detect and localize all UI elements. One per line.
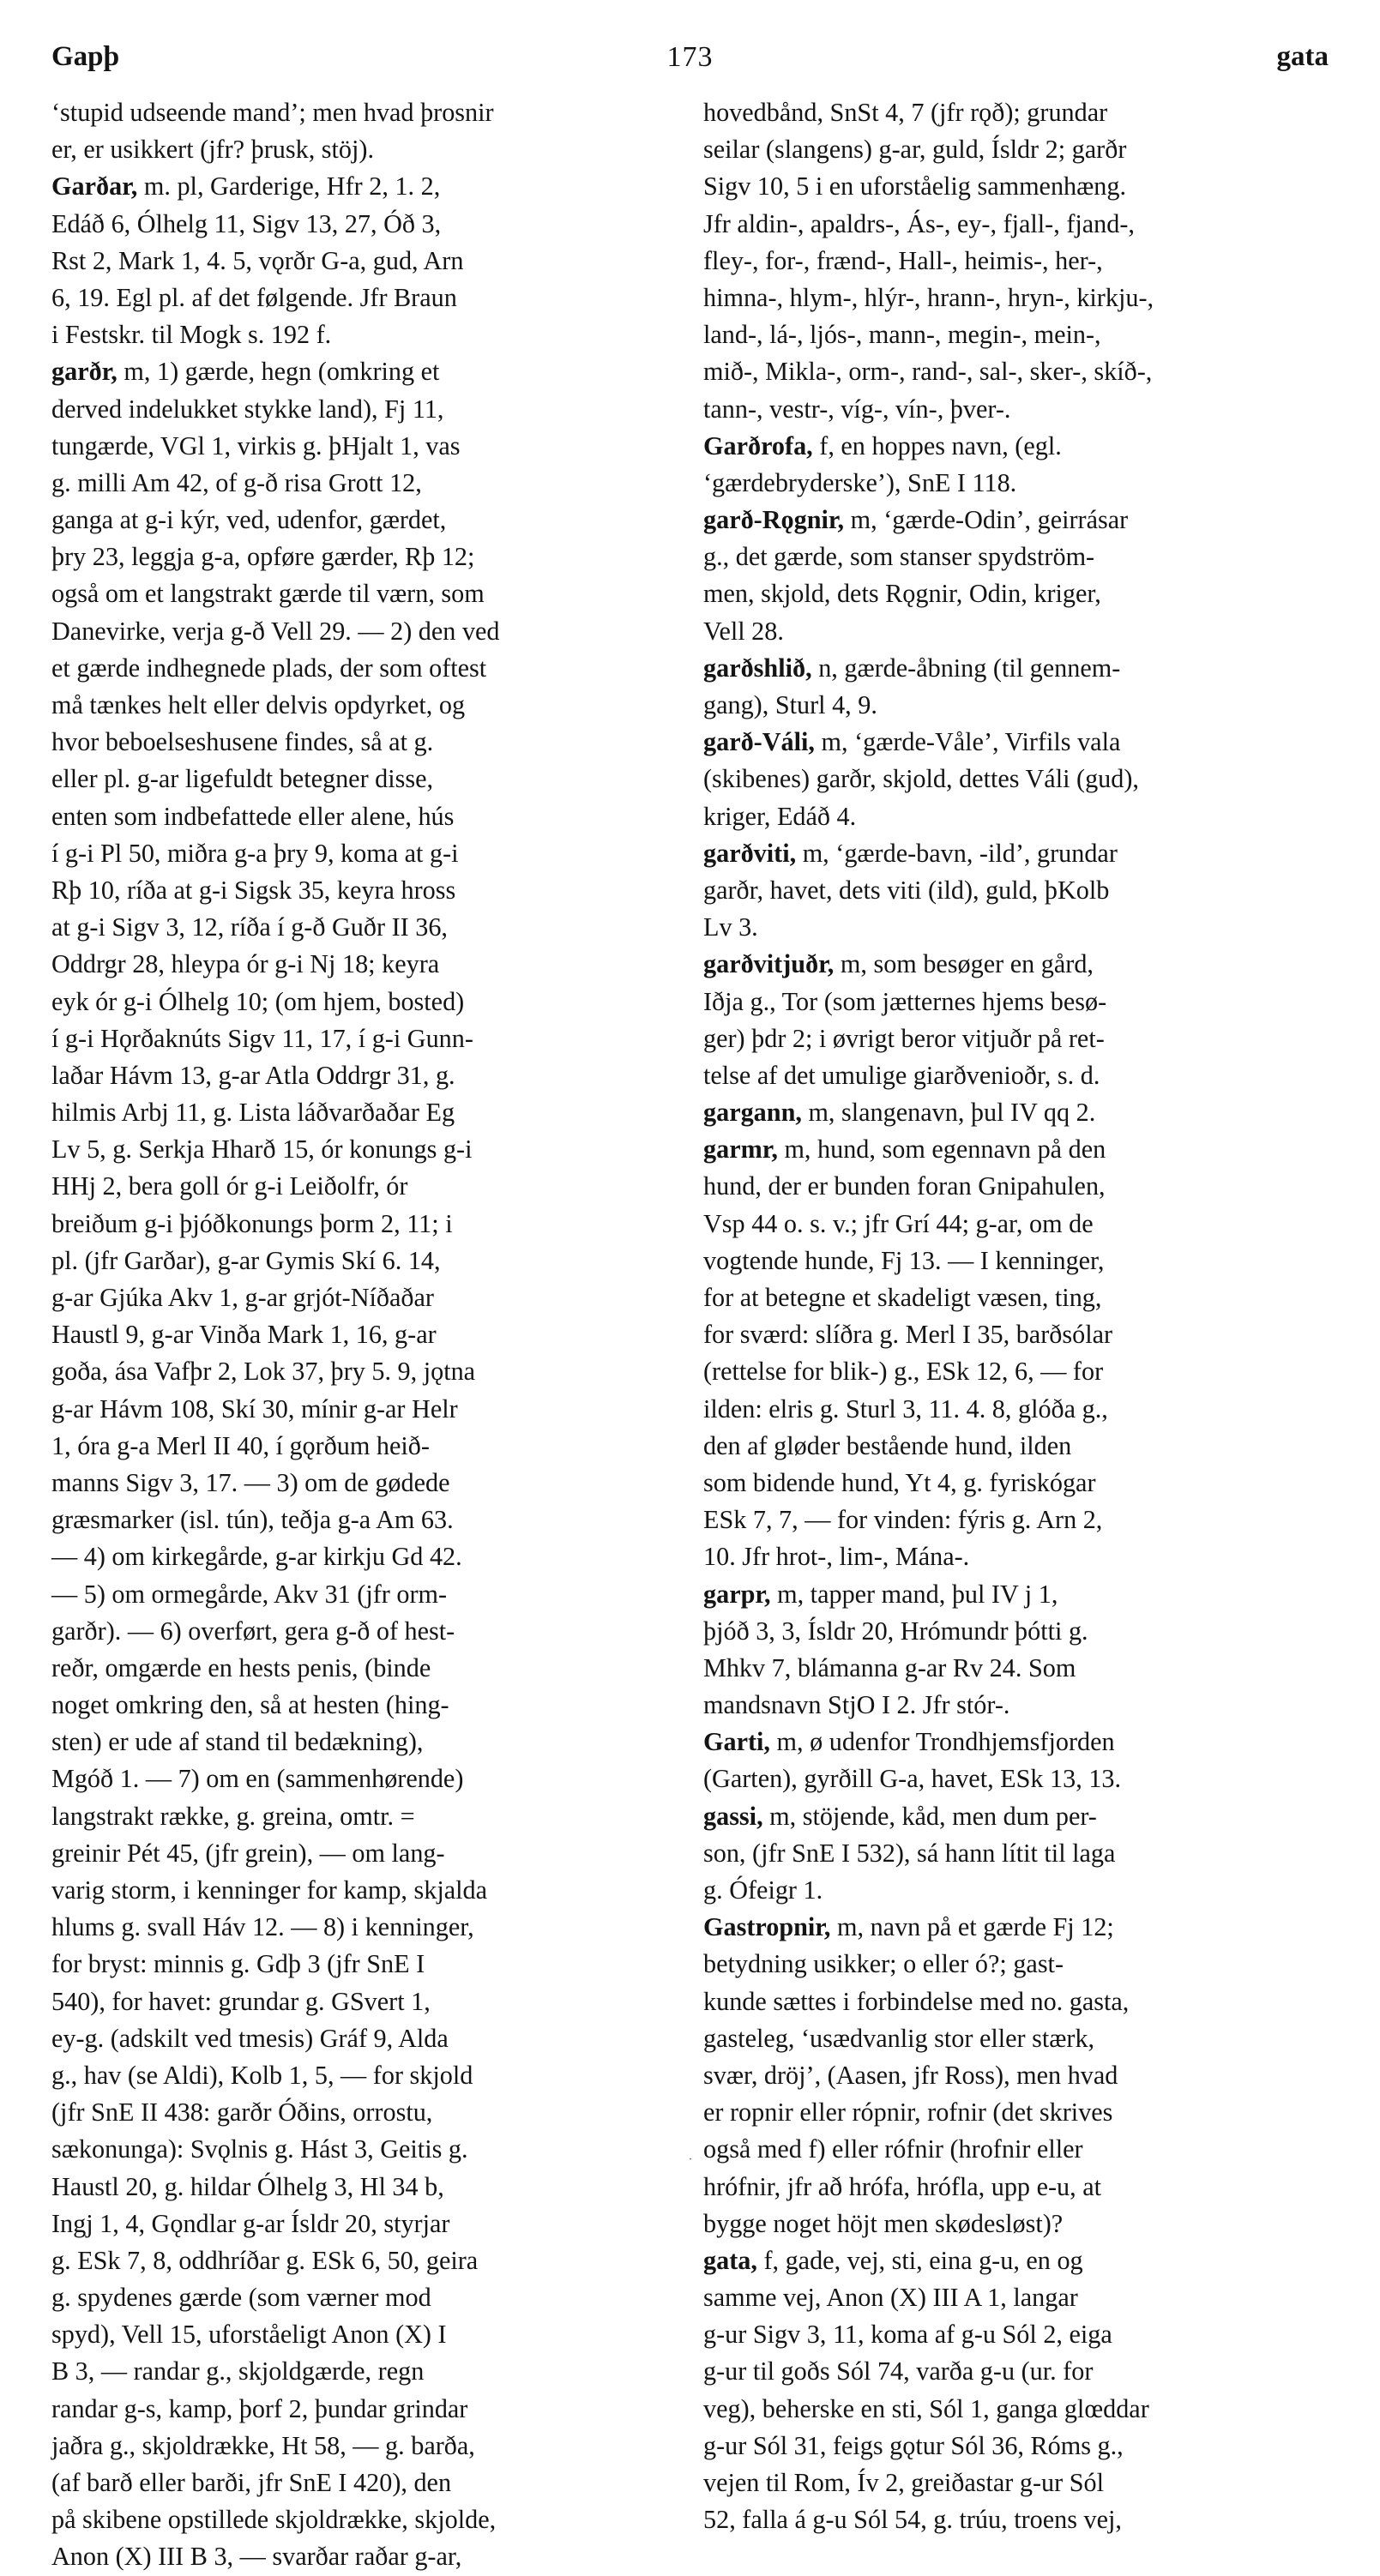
line-text: ganga at g-i kýr, ved, udenfor, gærdet,: [51, 505, 447, 535]
text-line: [703, 2465, 1311, 2501]
text-line: [703, 1872, 1311, 1909]
text-line: [51, 1206, 648, 1243]
text-line: [703, 798, 1311, 835]
text-line: [51, 1094, 648, 1131]
text-line: [703, 1909, 1311, 1946]
line-text: (skibenes) garðr, skjold, dettes Váli (gud),: [703, 764, 1139, 794]
text-line: [703, 1798, 1311, 1835]
line-text: Ingj 1, 4, Gǫndlar g-ar Ísldr 20, styrjar: [51, 2208, 450, 2238]
text-line: [703, 1650, 1311, 1687]
line-text: jaðra g., skjoldrække, Ht 58, — g. barða,: [51, 2430, 475, 2460]
line-text: tann-, vestr-, víg-, vín-, þver-.: [703, 394, 1011, 424]
text-line: [51, 2057, 648, 2094]
line-text: hund, der er bunden foran Gnipahulen,: [703, 1171, 1106, 1201]
text-line: [703, 2242, 1311, 2279]
text-line: [703, 539, 1311, 575]
text-line: [51, 1835, 648, 1872]
text-line: [703, 168, 1311, 205]
line-text: Jfr aldin-, apaldrs-, Ás-, ey-, fjall-, fjand-,: [703, 208, 1135, 238]
line-text: m, stöjende, kåd, men dum per-: [762, 1801, 1097, 1831]
line-text: g-ar Gjúka Akv 1, g-ar grjót-Níðaðar: [51, 1283, 434, 1312]
line-text: ‘stupid udseende mand’; men hvad þrosnir: [51, 98, 494, 127]
line-text: må tænkes helt eller delvis opdyrket, og: [51, 690, 466, 719]
line-text: Lv 5, g. Serkja Hharð 15, ór konungs g-i: [51, 1135, 473, 1165]
line-text: men, skjold, dets Rǫgnir, Odin, kriger,: [703, 579, 1101, 609]
line-text: fley-, for-, frænd-, Hall-, heimis-, her-,: [703, 245, 1103, 275]
line-text: (af barð eller barði, jfr SnE I 420), den: [51, 2468, 452, 2497]
text-line: [703, 1057, 1311, 1094]
left-column: [51, 94, 648, 2576]
line-text: m, ‘gærde-Våle’, Virfils vala: [814, 727, 1121, 757]
line-text: hvor beboelseshusene findes, så at g.: [51, 727, 434, 757]
text-line: [703, 2206, 1311, 2242]
page-header: [51, 41, 1329, 82]
text-line: [703, 724, 1311, 761]
text-line: [703, 650, 1311, 687]
text-line: [703, 872, 1311, 909]
line-text: randar g-s, kamp, þorf 2, þundar grindar: [51, 2393, 468, 2423]
text-line: [51, 2020, 648, 2057]
line-text: g. milli Am 42, of g-ð risa Grott 12,: [51, 467, 422, 497]
line-text: Lv 3.: [703, 912, 758, 942]
text-line: [703, 2353, 1311, 2390]
line-text: et gærde indhegnede plads, der som oftest: [51, 653, 487, 683]
text-line: [51, 1613, 648, 1650]
text-line: [51, 428, 648, 465]
line-text: vogtende hunde, Fj 13. — I kenninger,: [703, 1245, 1105, 1275]
text-line: [703, 1206, 1311, 1243]
text-line: [51, 131, 648, 168]
text-line: [703, 2020, 1311, 2057]
line-text: laðar Hávm 13, g-ar Atla Oddrgr 31, g.: [51, 1060, 455, 1090]
text-line: [703, 575, 1311, 612]
line-text: Vsp 44 o. s. v.; jfr Grí 44; g-ar, om de: [703, 1208, 1094, 1238]
guide-word-last: gata: [1276, 41, 1329, 72]
text-line: [51, 2094, 648, 2131]
line-text: m, slangenavn, þul IV qq 2.: [801, 1098, 1096, 1128]
text-line: [51, 575, 648, 612]
line-text: í g-i Pl 50, miðra g-a þry 9, koma at g-i: [51, 838, 459, 868]
text-line: [51, 1872, 648, 1909]
text-line: [51, 2501, 648, 2538]
text-line: [51, 724, 648, 761]
line-text: Rþ 10, ríða at g-i Sigsk 35, keyra hross: [51, 875, 456, 905]
line-text: þry 23, leggja g-a, opføre gærder, Rþ 12;: [51, 542, 475, 572]
line-text: svær, dröj’, (Aasen, jfr Ross), men hvad: [703, 2060, 1118, 2090]
line-text: er, er usikkert (jfr? þrusk, stöj).: [51, 135, 375, 165]
text-line: [703, 1946, 1311, 1983]
entry-headword: Garðar,: [51, 172, 138, 202]
line-text: mið-, Mikla-, orm-, rand-, sal-, sker-, skíð-,: [703, 357, 1153, 387]
text-line: [703, 131, 1311, 168]
line-text: for sværd: slíðra g. Merl I 35, barðsólar: [703, 1320, 1113, 1350]
line-text: g. Ófeigr 1.: [703, 1875, 823, 1905]
page-mark: ·: [688, 2152, 693, 2167]
line-text: greinir Pét 45, (jfr grein), — om lang-: [51, 1838, 445, 1868]
line-text: manns Sigv 3, 17. — 3) om de gødede: [51, 1467, 450, 1497]
text-line: [51, 2353, 648, 2390]
text-line: [703, 984, 1311, 1020]
entry-headword: Garðrofa,: [703, 430, 813, 460]
line-text: g. ESk 7, 8, oddhríðar g. ESk 6, 50, geira: [51, 2245, 479, 2275]
entry-headword: garð-Rǫgnir,: [703, 505, 845, 535]
text-line: [703, 1391, 1311, 1428]
line-text: í g-i Hǫrðaknúts Sigv 11, 17, í g-i Gunn-: [51, 1023, 473, 1053]
text-line: [703, 391, 1311, 428]
text-line: [51, 872, 648, 909]
text-line: [51, 1243, 648, 1279]
text-line: [703, 94, 1311, 131]
line-text: g-ar Hávm 108, Skí 30, mínir g-ar Helr: [51, 1393, 458, 1423]
text-line: [51, 650, 648, 687]
line-text: seilar (slangens) g-ar, guld, Ísldr 2; garðr: [703, 135, 1127, 165]
line-text: enten som indbefattede eller alene, hús: [51, 801, 455, 831]
line-text: også med f) eller rófnir (hrofnir eller: [703, 2134, 1083, 2164]
entry-headword: gata,: [703, 2245, 757, 2275]
line-text: hlums g. svall Háv 12. — 8) i kenninger,: [51, 1912, 474, 1942]
line-text: — 5) om ormegårde, Akv 31 (jfr orm-: [51, 1579, 448, 1609]
line-text: son, (jfr SnE I 532), sá hann lítit til laga: [703, 1838, 1116, 1868]
text-line: [51, 2465, 648, 2501]
line-text: land-, lá-, ljós-, mann-, megin-, mein-,: [703, 320, 1101, 350]
line-text: Danevirke, verja g-ð Vell 29. — 2) den ved: [51, 616, 500, 646]
text-line: [51, 1391, 648, 1428]
text-line: [51, 1538, 648, 1575]
text-line: [51, 1131, 648, 1168]
line-text: varig storm, i kenninger for kamp, skjalda: [51, 1875, 488, 1905]
text-line: [703, 2279, 1311, 2316]
text-line: [51, 243, 648, 280]
text-line: [51, 687, 648, 724]
entry-headword: gargann,: [703, 1098, 802, 1128]
text-line: [51, 1057, 648, 1094]
line-text: Oddrgr 28, hleypa ór g-i Nj 18; keyra: [51, 949, 440, 979]
text-line: [51, 1724, 648, 1760]
line-text: mandsnavn StjO I 2. Jfr stór-.: [703, 1690, 1010, 1720]
line-text: f, en hoppes navn, (egl.: [812, 430, 1062, 460]
text-line: [51, 1983, 648, 2020]
line-text: garðr, havet, dets viti (ild), guld, þKolb: [703, 875, 1110, 905]
right-column: [703, 94, 1311, 2538]
line-text: m, 1) gærde, hegn (omkring et: [117, 357, 440, 387]
line-text: Mgóð 1. — 7) om en (sammenhørende): [51, 1764, 464, 1794]
line-text: reðr, omgærde en hests penis, (binde: [51, 1652, 431, 1682]
line-text: m. pl, Garderige, Hfr 2, 1. 2,: [137, 172, 441, 202]
entry-headword: garðr,: [51, 357, 118, 387]
entry-headword: Garti,: [703, 1727, 770, 1757]
text-line: [51, 280, 648, 316]
line-text: eyk ór g-i Ólhelg 10; (om hjem, bosted): [51, 986, 465, 1016]
text-line: [51, 1279, 648, 1316]
line-text: langstrakt række, g. greina, omtr. =: [51, 1801, 415, 1831]
text-line: [51, 2316, 648, 2353]
text-line: [703, 465, 1311, 502]
text-line: [51, 168, 648, 205]
line-text: spyd), Vell 15, uforståeligt Anon (X) I: [51, 2320, 447, 2350]
line-text: 1, óra g-a Merl II 40, í gǫrðum heið-: [51, 1430, 430, 1460]
line-text: B 3, — randar g., skjoldgærde, regn: [51, 2356, 425, 2386]
page-number: 173: [666, 41, 714, 73]
text-line: [703, 1168, 1311, 1205]
line-text: Rst 2, Mark 1, 4. 5, vǫrðr G-a, gud, Arn: [51, 245, 464, 275]
text-line: [51, 946, 648, 983]
line-text: g., hav (se Aldi), Kolb 1, 5, — for skjold: [51, 2060, 473, 2090]
line-text: som bidende hund, Yt 4, g. fyriskógar: [703, 1467, 1096, 1497]
text-line: [703, 1094, 1311, 1131]
line-text: sækonunga): Svǫlnis g. Hást 3, Geitis g.: [51, 2134, 468, 2164]
text-line: [51, 1465, 648, 1502]
line-text: samme vej, Anon (X) III A 1, langar: [703, 2283, 1078, 2313]
line-text: betydning usikker; o eller ó?; gast-: [703, 1949, 1064, 1979]
entry-headword: garðvitjuðr,: [703, 949, 835, 979]
line-text: vejen til Rom, Ív 2, greiðastar g-ur Sól: [703, 2468, 1104, 2497]
text-line: [703, 1576, 1311, 1613]
text-line: [703, 2057, 1311, 2094]
text-line: [51, 1168, 648, 1205]
text-line: [51, 1650, 648, 1687]
text-line: [51, 316, 648, 353]
text-line: [703, 2094, 1311, 2131]
text-line: [51, 1576, 648, 1613]
line-text: þjóð 3, 3, Ísldr 20, Hrómundr þótti g.: [703, 1616, 1088, 1646]
line-text: kunde sættes i forbindelse med no. gasta,: [703, 1986, 1130, 2016]
text-line: [51, 1428, 648, 1465]
text-line: [703, 761, 1311, 797]
text-line: [703, 1687, 1311, 1724]
line-text: breiðum g-i þjóðkonungs þorm 2, 11; i: [51, 1208, 453, 1238]
line-text: garðr). — 6) overført, gera g-ð of hest-: [51, 1616, 455, 1646]
line-text: Edáð 6, Ólhelg 11, Sigv 13, 27, Óð 3,: [51, 208, 442, 238]
line-text: g., det gærde, som stanser spydström-: [703, 542, 1095, 572]
text-line: [51, 1020, 648, 1057]
line-text: Vell 28.: [703, 616, 784, 646]
text-line: [51, 2279, 648, 2316]
line-text: goða, ása Vafþr 2, Lok 37, þry 5. 9, jǫtna: [51, 1357, 476, 1387]
text-line: [703, 1502, 1311, 1538]
text-line: [51, 2538, 648, 2575]
text-line: [703, 1538, 1311, 1575]
text-line: [703, 2391, 1311, 2428]
line-text: ‘gærdebryderske’), SnE I 118.: [703, 467, 1017, 497]
line-text: at g-i Sigv 3, 12, ríða í g-ð Guðr II 36,: [51, 912, 448, 942]
text-line: [51, 798, 648, 835]
line-text: Anon (X) III B 3, — svarðar raðar g-ar,: [51, 2542, 462, 2572]
text-line: [51, 835, 648, 872]
line-text: g-ur til goðs Sól 74, varða g-u (ur. for: [703, 2356, 1094, 2386]
line-text: f, gade, vej, sti, eina g-u, en og: [756, 2245, 1083, 2275]
line-text: 52, falla á g-u Sól 54, g. trúu, troens vej,: [703, 2505, 1122, 2535]
text-line: [51, 761, 648, 797]
text-line: [703, 316, 1311, 353]
text-line: [703, 1760, 1311, 1797]
text-line: [51, 2242, 648, 2279]
text-line: [51, 1687, 648, 1724]
text-line: [51, 2428, 648, 2465]
entry-headword: garmr,: [703, 1135, 778, 1165]
line-text: g-ur Sól 31, feigs gǫtur Sól 36, Róms g.,: [703, 2430, 1124, 2460]
line-text: også om et langstrakt gærde til værn, som: [51, 579, 485, 609]
entry-headword: garðshlið,: [703, 653, 812, 683]
text-line: [703, 687, 1311, 724]
line-text: ESk 7, 7, — for vinden: fýris g. Arn 2,: [703, 1505, 1103, 1535]
text-line: [703, 2316, 1311, 2353]
text-line: [703, 2501, 1311, 2538]
line-text: for at betegne et skadeligt væsen, ting,: [703, 1283, 1102, 1312]
line-text: m, navn på et gærde Fj 12;: [830, 1912, 1114, 1942]
text-line: [51, 1316, 648, 1353]
line-text: den af gløder bestående hund, ilden: [703, 1430, 1072, 1460]
line-text: — 4) om kirkegårde, g-ar kirkju Gd 42.: [51, 1542, 462, 1572]
line-text: g-ur Sigv 3, 11, koma af g-u Sól 2, eiga: [703, 2320, 1112, 2350]
text-line: [703, 835, 1311, 872]
text-line: [703, 1428, 1311, 1465]
text-line: [703, 1983, 1311, 2020]
line-text: g. spydenes gærde (som værner mod: [51, 2283, 431, 2313]
text-line: [51, 2169, 648, 2206]
line-text: ilden: elris g. Sturl 3, 11. 4. 8, glóða g.,: [703, 1393, 1108, 1423]
text-line: [51, 984, 648, 1020]
text-line: [51, 539, 648, 575]
entry-headword: garpr,: [703, 1579, 771, 1609]
text-line: [51, 94, 648, 131]
text-line: [703, 1613, 1311, 1650]
line-text: derved indelukket stykke land), Fj 11,: [51, 394, 444, 424]
line-text: himna-, hlym-, hlýr-, hrann-, hryn-, kirkju-,: [703, 282, 1154, 312]
text-line: [703, 1131, 1311, 1168]
line-text: 6, 19. Egl pl. af det følgende. Jfr Braun: [51, 282, 457, 312]
text-line: [51, 1760, 648, 1797]
text-line: [51, 2206, 648, 2242]
line-text: i Festskr. til Mogk s. 192 f.: [51, 320, 332, 350]
line-text: m, tapper mand, þul IV j 1,: [770, 1579, 1058, 1609]
text-line: [51, 2131, 648, 2168]
line-text: for bryst: minnis g. Gdþ 3 (jfr SnE I: [51, 1949, 425, 1979]
line-text: sten) er ude af stand til bedækning),: [51, 1727, 424, 1757]
line-text: 10. Jfr hrot-, lim-, Mána-.: [703, 1542, 970, 1572]
text-line: [703, 1243, 1311, 1279]
text-line: [51, 206, 648, 243]
line-text: er ropnir eller rópnir, rofnir (det skrives: [703, 2098, 1113, 2128]
line-text: (rettelse for blik-) g., ESk 12, 6, — for: [703, 1357, 1104, 1387]
line-text: ger) þdr 2; i øvrigt beror vitjuðr på ret-: [703, 1023, 1105, 1053]
text-line: [51, 2391, 648, 2428]
text-line: [703, 613, 1311, 650]
line-text: (Garten), gyrðill G-a, havet, ESk 13, 13.: [703, 1764, 1122, 1794]
text-line: [703, 1279, 1311, 1316]
text-line: [51, 465, 648, 502]
line-text: veg), beherske en sti, Sól 1, ganga glœddar: [703, 2393, 1149, 2423]
text-line: [703, 428, 1311, 465]
text-line: [703, 1353, 1311, 1390]
line-text: m, hund, som egennavn på den: [777, 1135, 1106, 1165]
text-line: [703, 1316, 1311, 1353]
line-text: tungærde, VGl 1, virkis g. þHjalt 1, vas: [51, 430, 461, 460]
entry-headword: gassi,: [703, 1801, 763, 1831]
text-line: [51, 391, 648, 428]
line-text: Mhkv 7, blámanna g-ar Rv 24. Som: [703, 1652, 1076, 1682]
text-line: [51, 353, 648, 390]
text-line: [51, 1502, 648, 1538]
line-text: bygge noget höjt men skødesløst)?: [703, 2208, 1064, 2238]
line-text: pl. (jfr Garðar), g-ar Gymis Skí 6. 14,: [51, 1245, 441, 1275]
text-line: [703, 243, 1311, 280]
text-line: [703, 206, 1311, 243]
entry-headword: garð-Váli,: [703, 727, 815, 757]
line-text: gasteleg, ‘usædvanlig stor eller stærk,: [703, 2023, 1095, 2053]
line-text: på skibene opstillede skjoldrække, skjolde,: [51, 2505, 497, 2535]
line-text: ey-g. (adskilt ved tmesis) Gráf 9, Alda: [51, 2023, 449, 2053]
line-text: m, ø udenfor Trondhjemsfjorden: [769, 1727, 1115, 1757]
text-line: [51, 1909, 648, 1946]
text-line: [703, 1465, 1311, 1502]
text-line: [703, 353, 1311, 390]
line-text: n, gærde-åbning (til gennem-: [811, 653, 1121, 683]
text-line: [703, 909, 1311, 946]
entry-headword: Gastropnir,: [703, 1912, 831, 1942]
text-line: [703, 2131, 1311, 2168]
line-text: gang), Sturl 4, 9.: [703, 690, 877, 719]
text-line: [703, 946, 1311, 983]
text-line: [703, 1724, 1311, 1760]
text-line: [703, 1020, 1311, 1057]
line-text: telse af det umulige giarðvenioðr, s. d.: [703, 1060, 1100, 1090]
line-text: Sigv 10, 5 i en uforståelig sammenhæng.: [703, 172, 1127, 202]
line-text: Iðja g., Tor (som jætternes hjems besø-: [703, 986, 1107, 1016]
text-line: [703, 1835, 1311, 1872]
line-text: 540), for havet: grundar g. GSvert 1,: [51, 1986, 431, 2016]
text-line: [51, 1946, 648, 1983]
line-text: m, ‘gærde-Odin’, geirrásar: [844, 505, 1129, 535]
line-text: Haustl 20, g. hildar Ólhelg 3, Hl 34 b,: [51, 2171, 444, 2201]
line-text: hilmis Arbj 11, g. Lista láðvarðaðar Eg: [51, 1098, 455, 1128]
line-text: noget omkring den, så at hesten (hing-: [51, 1690, 449, 1720]
text-line: [703, 280, 1311, 316]
text-line: [51, 502, 648, 539]
text-line: [51, 613, 648, 650]
line-text: hovedbånd, SnSt 4, 7 (jfr rǫð); grundar: [703, 98, 1108, 127]
text-line: [51, 1798, 648, 1835]
entry-headword: garðviti,: [703, 838, 797, 868]
line-text: (jfr SnE II 438: garðr Óðins, orrostu,: [51, 2098, 433, 2128]
text-line: [51, 909, 648, 946]
text-line: [703, 2169, 1311, 2206]
line-text: m, som besøger en gård,: [834, 949, 1094, 979]
text-line: [703, 2428, 1311, 2465]
text-line: [703, 502, 1311, 539]
guide-word-first: Gapþ: [51, 41, 119, 72]
line-text: græsmarker (isl. tún), teðja g-a Am 63.: [51, 1505, 454, 1535]
line-text: Haustl 9, g-ar Vinða Mark 1, 16, g-ar: [51, 1320, 437, 1350]
text-line: [51, 1353, 648, 1390]
line-text: hrófnir, jfr að hrófa, hrófla, upp e-u, at: [703, 2171, 1101, 2201]
line-text: kriger, Edáð 4.: [703, 801, 857, 831]
line-text: HHj 2, bera goll ór g-i Leiðolfr, ór: [51, 1171, 408, 1201]
line-text: m, ‘gærde-bavn, -ild’, grundar: [796, 838, 1118, 868]
line-text: eller pl. g-ar ligefuldt betegner disse,: [51, 764, 434, 794]
